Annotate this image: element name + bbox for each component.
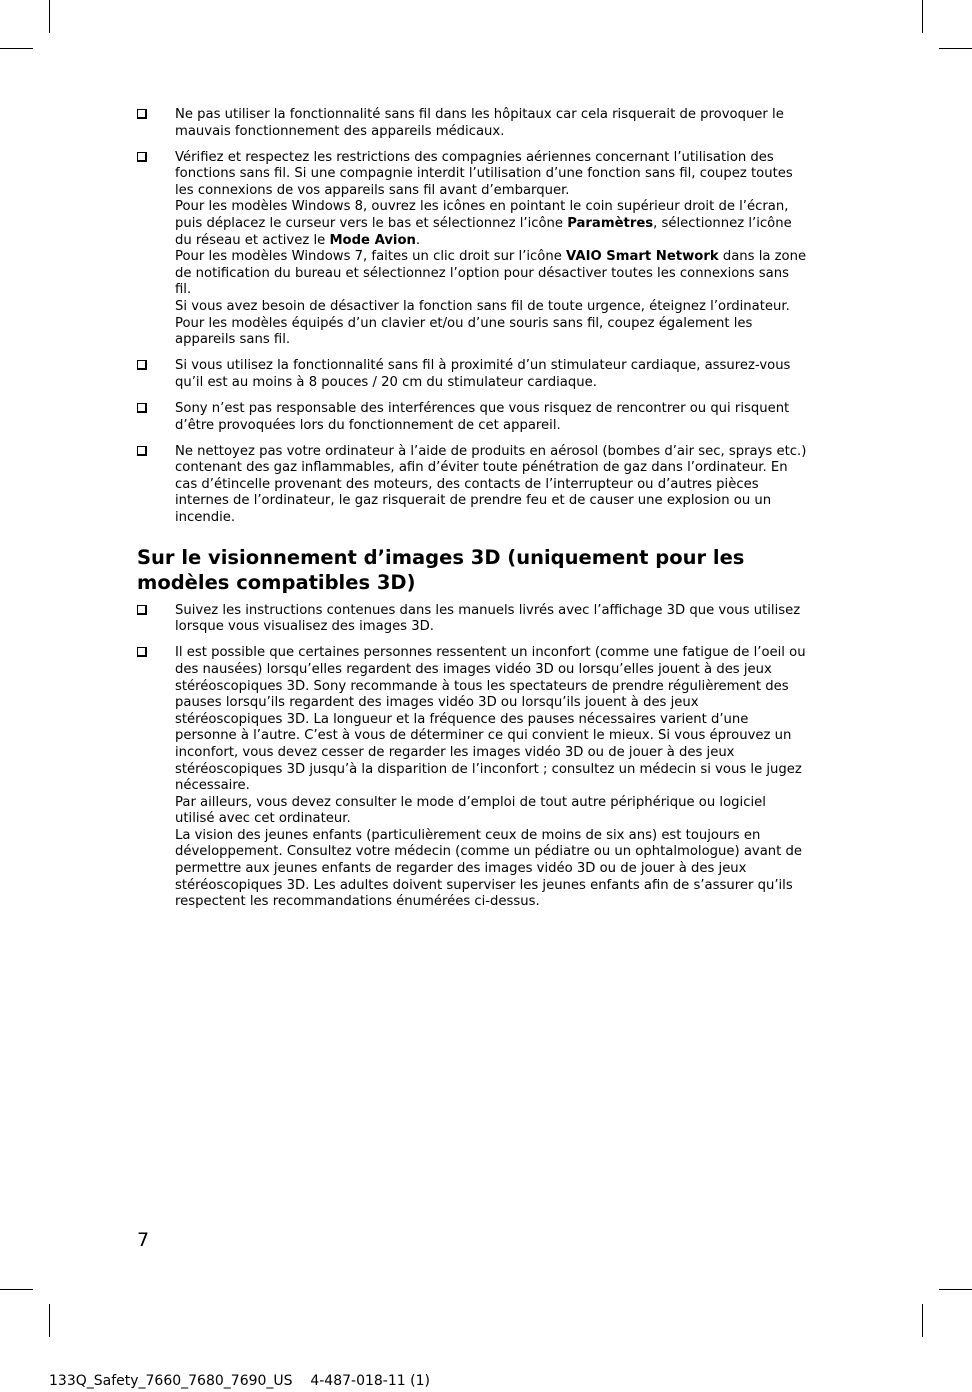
- text-run: Pour les modèles Windows 7, faites un clic droit sur l’icône: [175, 249, 567, 265]
- crop-mark: [922, 0, 923, 33]
- text-run: Il est possible que certaines personnes ressentent un inconfort (comme une fatigue de l’oeil ou des nausées) lorsqu’elles regardent des images vidéo 3D ou lorsqu’elles jouent à des jeux stéréoscopiques 3D. Sony recommande à tous les spectateurs de prendre régulièrement des pauses lorsqu’ils regardent des images vidéo 3D ou lorsqu’ils jouent à des jeux stéréoscopiques 3D. La longueur et la fréquence des pauses nécessaires varient d’une personne à l’autre. C’est à vous de déterminer ce qui convient le mieux. Si vous éprouvez un inconfort, vous devez cesser de regarder les images vidéo 3D ou de jouer à des jeux stéréoscopiques 3D jusqu’à la disparition de l’inconfort ; consultez un médecin si vous le jugez nécessaire.: [175, 645, 806, 794]
- text-run: , sélectionnez l’icône du réseau et activez le: [175, 216, 792, 248]
- text-run: Vérifiez et respectez les restrictions des compagnies aériennes concernant l’utilisation des fonctions sans fil. Si une compagnie interdit l’utilisation d’une fonction sans fil, coupez toutes les connexions de vos appareils sans fil avant d’embarquer.: [175, 149, 793, 198]
- footer-code: 133Q_Safety_7660_7680_7690_US 4-487-018-11 (1): [49, 1373, 430, 1389]
- item-paragraph: [175, 645, 809, 794]
- crop-mark: [0, 1289, 33, 1290]
- item-paragraph: [175, 603, 809, 636]
- section-heading: Sur le visionnement d’images 3D (uniquement pour les modèles compatibles 3D): [137, 545, 745, 594]
- list-item: [137, 401, 809, 434]
- text-run: Par ailleurs, vous devez consulter le mode d’emploi de tout autre périphérique ou logiciel utilisé avec cet ordinateur.: [175, 794, 766, 827]
- crop-mark: [939, 1289, 972, 1290]
- crop-mark: [0, 48, 33, 49]
- item-paragraph: [175, 828, 809, 911]
- list-item: [137, 358, 809, 391]
- list-item: [137, 150, 809, 349]
- page-content: [137, 107, 809, 920]
- list-item: [137, 645, 809, 911]
- item-paragraph: [175, 444, 809, 527]
- crop-mark: [49, 1304, 50, 1337]
- page-number: 7: [137, 1229, 150, 1251]
- checkbox-bullet-icon: [137, 446, 147, 456]
- item-paragraph: [175, 199, 809, 249]
- item-paragraph: [175, 795, 809, 828]
- bold-term: VAIO Smart Network: [566, 249, 719, 265]
- checkbox-bullet-icon: [137, 403, 147, 413]
- text-run: Pour les modèles Windows 8, ouvrez les icônes en pointant le coin supérieur droit de l’écran, puis déplacez le curseur vers le bas et sélectionnez l’icône: [175, 199, 789, 232]
- bold-term: Paramètres: [567, 216, 654, 232]
- text-run: Sony n’est pas responsable des interférences que vous risquez de rencontrer ou qui risquent d’être provoquées lors du fonctionnement de cet appareil.: [175, 401, 790, 433]
- text-run: La vision des jeunes enfants (particulièrement ceux de moins de six ans) est toujours en développement. Consultez votre médecin (comme un pédiatre ou un ophtalmologue) avant de permettre aux jeunes enfants de regarder des images vidéo 3D ou de jouer à des jeux stéréoscopiques 3D. Les adultes doivent superviser les jeunes enfants afin de s’assurer qu’ils respectent les recommandations énumérées ci-dessus.: [175, 827, 802, 910]
- checkbox-bullet-icon: [137, 360, 147, 370]
- checkbox-bullet-icon: [137, 647, 147, 657]
- item-paragraph: [175, 249, 809, 299]
- crop-mark: [49, 0, 50, 33]
- crop-mark: [922, 1304, 923, 1337]
- item-paragraph: [175, 401, 809, 434]
- text-run: Suivez les instructions contenues dans les manuels livrés avec l’affichage 3D que vous utilisez lorsque vous visualisez des images 3D.: [175, 602, 801, 635]
- text-run: Si vous avez besoin de désactiver la fonction sans fil de toute urgence, éteignez l’ordinateur. Pour les modèles équipés d’un clavier et/ou d’une souris sans fil, coupez également les appareils sans fil.: [175, 299, 790, 348]
- bullet-list-wireless: [137, 107, 809, 527]
- text-run: dans la zone de notification du bureau et sélectionnez l’option pour désactiver toutes les connexions sans fil.: [175, 249, 807, 298]
- checkbox-bullet-icon: [137, 605, 147, 615]
- bold-term: Mode Avion: [329, 232, 416, 248]
- crop-mark: [939, 48, 972, 49]
- item-paragraph: [175, 150, 809, 200]
- text-run: Ne pas utiliser la fonctionnalité sans fil dans les hôpitaux car cela risquerait de provoquer le mauvais fonctionnement des appareils médicaux.: [175, 107, 784, 139]
- bullet-list-3d: [137, 603, 809, 911]
- item-paragraph: [175, 107, 809, 140]
- text-run: Si vous utilisez la fonctionnalité sans fil à proximité d’un stimulateur cardiaque, assurez-vous qu’il est au moins à 8 pouces / 20 cm du stimulateur cardiaque.: [175, 358, 791, 390]
- list-item: [137, 603, 809, 636]
- checkbox-bullet-icon: [137, 109, 147, 119]
- list-item: [137, 107, 809, 140]
- item-paragraph: [175, 299, 809, 349]
- text-run: Ne nettoyez pas votre ordinateur à l’aide de produits en aérosol (bombes d’air sec, sprays etc.) contenant des gaz inflammables, afin d’éviter toute pénétration de gaz dans l’ordinateur. En cas d’étincelle provenant des moteurs, des contacts de l’interrupteur ou d’autres pièces internes de l’ordinateur, le gaz risquerait de prendre feu et de causer une explosion ou un incendie.: [175, 443, 807, 526]
- list-item: [137, 444, 809, 527]
- item-paragraph: [175, 358, 809, 391]
- text-run: .: [415, 232, 421, 248]
- checkbox-bullet-icon: [137, 152, 147, 162]
